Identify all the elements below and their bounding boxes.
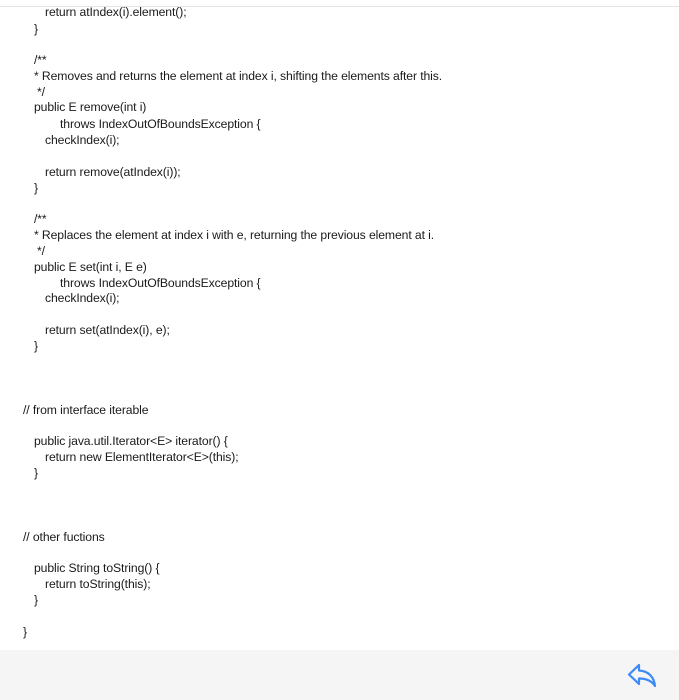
code-line: /** xyxy=(34,53,47,67)
code-line: */ xyxy=(37,244,45,258)
bottom-toolbar xyxy=(0,650,679,700)
share-button[interactable] xyxy=(626,661,658,689)
code-comment: // other fuctions xyxy=(23,530,105,544)
code-line: } xyxy=(34,22,38,36)
code-line: } xyxy=(34,339,38,353)
code-line: return atIndex(i).element(); xyxy=(45,5,187,19)
code-line: } xyxy=(34,466,38,480)
code-line: return set(atIndex(i), e); xyxy=(45,323,170,337)
code-line: } xyxy=(34,181,38,195)
code-line: public String toString() { xyxy=(34,561,160,575)
code-comment: // from interface iterable xyxy=(23,403,149,417)
code-line: * Removes and returns the element at index i, shifting the elements after this. xyxy=(34,69,443,83)
code-line: public E remove(int i) xyxy=(34,100,147,114)
code-line: } xyxy=(23,625,27,639)
code-line: * Replaces the element at index i with e, returning the previous element at i. xyxy=(34,228,435,242)
code-line: public java.util.Iterator<E> iterator() { xyxy=(34,434,228,448)
code-line: checkIndex(i); xyxy=(45,133,120,147)
code-line: checkIndex(i); xyxy=(45,291,120,305)
code-line: throws IndexOutOfBoundsException { xyxy=(60,276,261,290)
code-line: return toString(this); xyxy=(45,577,151,591)
code-line: */ xyxy=(37,85,45,99)
code-line: throws IndexOutOfBoundsException { xyxy=(60,117,261,131)
code-line: /** xyxy=(34,212,47,226)
code-line: public E set(int i, E e) xyxy=(34,260,147,274)
code-line: } xyxy=(34,593,38,607)
code-line: return new ElementIterator<E>(this); xyxy=(45,450,239,464)
share-arrow-icon xyxy=(626,661,658,689)
code-line: return remove(atIndex(i)); xyxy=(45,165,181,179)
